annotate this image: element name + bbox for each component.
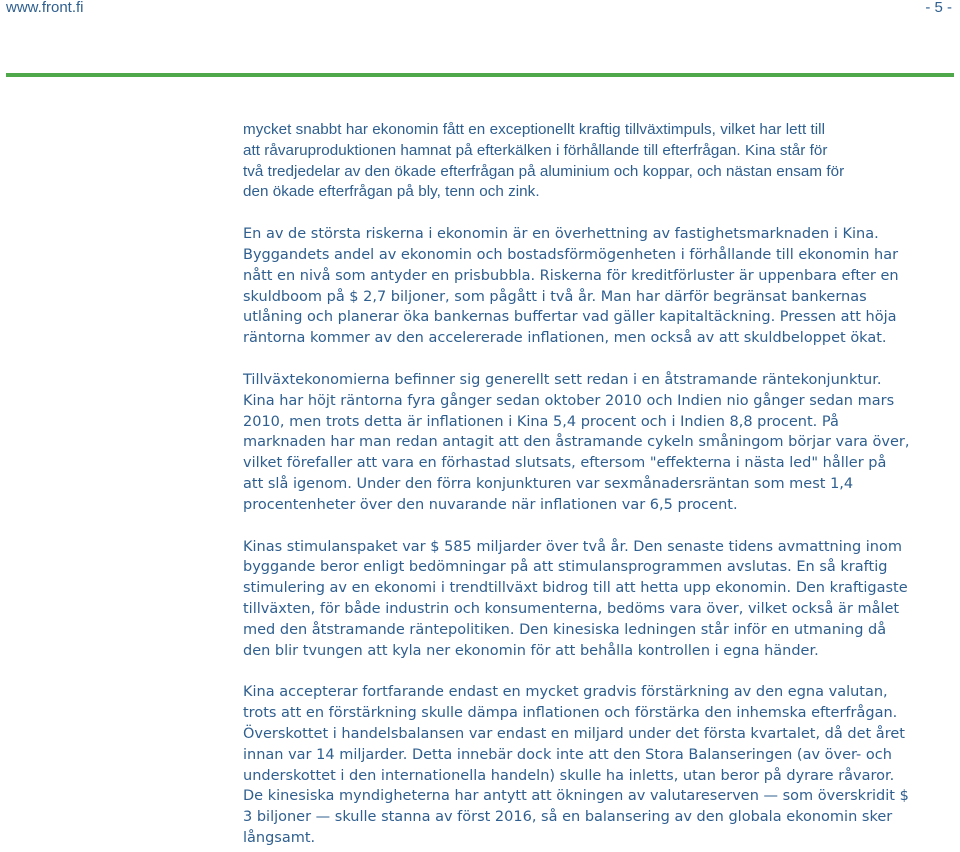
paragraph-line: Kinas stimulanspaket var $ 585 miljarder över två år. Den senaste tidens avmattning inom bbox=[243, 538, 902, 555]
paragraph-1 bbox=[243, 120, 958, 203]
paragraph-gap bbox=[243, 516, 958, 537]
paragraph-line: den blir tvungen att kyla ner ekonomin för att behålla kontrollen i egna händer. bbox=[243, 642, 819, 659]
article-body bbox=[243, 120, 958, 849]
paragraph-line: marknaden har man redan antagit att den åstramande cykeln småningom börjar vara över, bbox=[243, 434, 910, 451]
paragraph-5 bbox=[243, 682, 958, 848]
paragraph-line: procentenheter över den nuvarande när inflationen var 6,5 procent. bbox=[243, 496, 738, 513]
paragraph-line: två tredjedelar av den ökade efterfrågan på aluminium och koppar, och nästan ensam för bbox=[243, 162, 845, 180]
paragraph-gap bbox=[243, 203, 958, 224]
paragraph-line: långsamt. bbox=[243, 829, 316, 846]
paragraph-line: stimulering av en ekonomi i trendtillväxt bidrog till att hetta upp ekonomin. Den kraftigaste bbox=[243, 580, 908, 597]
paragraph-line: att råvaruproduktionen hamnat på efterkälken i förhållande till efterfrågan. Kina står för bbox=[243, 141, 828, 159]
paragraph-line: med den åtstramande räntepolitiken. Den kinesiska ledningen står inför en utmaning då bbox=[243, 621, 887, 638]
paragraph-gap bbox=[243, 349, 958, 370]
paragraph-line: tillväxten, för både industrin och konsumenterna, bedöms vara över, vilket också är målet bbox=[243, 600, 900, 617]
paragraph-line: byggande beror enligt bedömningar på att stimulansprogrammen avslutas. En så kraftig bbox=[243, 559, 888, 576]
paragraph-line: 2010, men trots detta är inflationen i Kina 5,4 procent och i Indien 8,8 procent. På bbox=[243, 413, 839, 430]
paragraph-line: Kina har höjt räntorna fyra gånger sedan oktober 2010 och Indien nio gånger sedan mars bbox=[243, 392, 895, 409]
paragraph-line: mycket snabbt har ekonomin fått en exceptionellt kraftig tillväxtimpuls, vilket har lett till bbox=[243, 121, 826, 138]
paragraph-line: skuldboom på $ 2,7 biljoner, som pågått i två år. Man har därför begränsat bankernas bbox=[243, 288, 867, 305]
paragraph-line: En av de största riskerna i ekonomin är en överhettning av fastighetsmarknaden i Kina. bbox=[243, 226, 879, 243]
paragraph-line: De kinesiska myndigheterna har antytt att ökningen av valutareserven — som överskridit $ bbox=[243, 788, 909, 805]
paragraph-line: underskottet i den internationella handeln) skulle ha inletts, utan beror på dyrare råvaror. bbox=[243, 767, 895, 784]
paragraph-line: att slå igenom. Under den förra konjunkturen var sexmånadersräntan som mest 1,4 bbox=[243, 475, 854, 492]
page-number: - 5 - bbox=[925, 0, 952, 16]
paragraph-2 bbox=[243, 224, 958, 349]
site-url-link[interactable]: www.front.fi bbox=[6, 0, 84, 16]
paragraph-line: utlåning och planerar öka bankernas buffertar vad gäller kapitaltäckning. Pressen att höja bbox=[243, 309, 897, 326]
paragraph-line: den ökade efterfrågan på bly, tenn och zink. bbox=[243, 183, 540, 201]
paragraph-line: innan var 14 miljarder. Detta innebär dock inte att den Stora Balanseringen (av över- och bbox=[243, 746, 892, 763]
paragraph-line: Tillväxtekonomierna befinner sig generellt sett redan i en åtstramande räntekonjunktur. bbox=[243, 371, 882, 388]
paragraph-line: räntorna kommer av den accelererade inflationen, men också av att skuldbeloppet ökat. bbox=[243, 330, 887, 347]
paragraph-line: trots att en förstärkning skulle dämpa inflationen och förstärka den inhemska efterfrågan. bbox=[243, 705, 898, 722]
paragraph-line: Kina accepterar fortfarande endast en mycket gradvis förstärkning av den egna valutan, bbox=[243, 684, 888, 701]
paragraph-line: 3 biljoner — skulle stanna av först 2016, så en balansering av den globala ekonomin sker bbox=[243, 809, 893, 826]
paragraph-line: nått en nivå som antyder en prisbubbla. Riskerna för kreditförluster är uppenbara efter en bbox=[243, 267, 899, 284]
header-divider bbox=[6, 73, 954, 77]
page-header bbox=[0, 0, 960, 20]
paragraph-4 bbox=[243, 537, 958, 662]
paragraph-line: Byggandets andel av ekonomin och bostadsförmögenheten i förhållande till ekonomin har bbox=[243, 246, 899, 263]
paragraph-line: vilket förefaller att vara en förhastad slutsats, eftersom "effekterna i nästa led" håller på bbox=[243, 455, 887, 472]
paragraph-line: Överskottet i handelsbalansen var endast en miljard under det första kvartalet, då det året bbox=[243, 725, 905, 742]
paragraph-gap bbox=[243, 661, 958, 682]
paragraph-3 bbox=[243, 370, 958, 516]
